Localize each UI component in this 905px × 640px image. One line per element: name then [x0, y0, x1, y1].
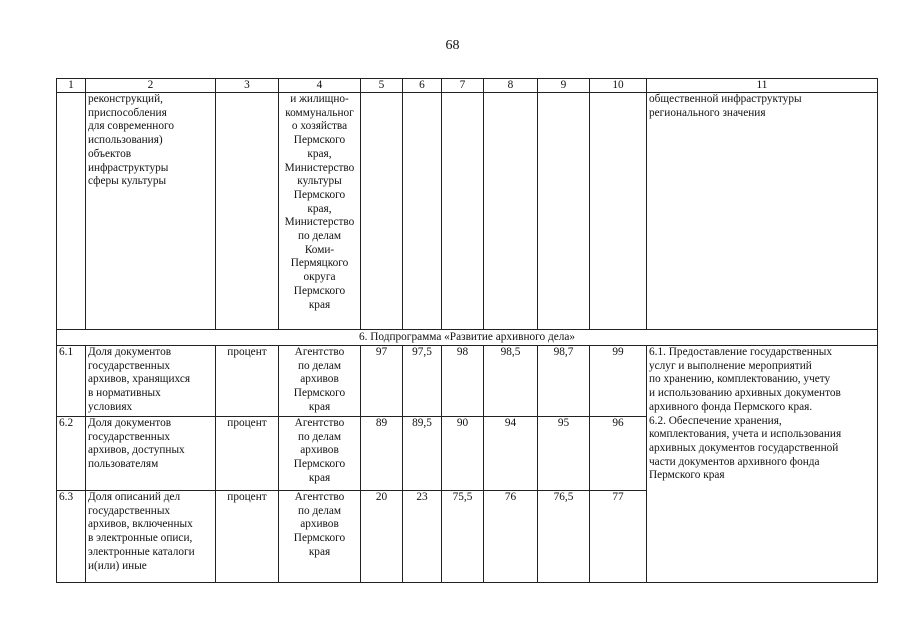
indicator-table — [56, 78, 878, 583]
value-col-10: 99 — [590, 346, 647, 417]
row-number: 6.3 — [57, 491, 86, 583]
value-col-9: 76,5 — [538, 491, 590, 583]
section-row — [57, 330, 878, 346]
value-col-5: 89 — [361, 417, 403, 491]
header-row — [57, 79, 878, 93]
indicator-name: Доля документов государственных архивов, доступных пользователям — [86, 417, 216, 491]
row-number: 6.1 — [57, 346, 86, 417]
value-col-7: 98 — [442, 346, 484, 417]
value-col-9: 95 — [538, 417, 590, 491]
header-col-1: 1 — [57, 79, 86, 93]
cont-col-11: общественной инфраструктуры регионального значения — [647, 93, 878, 330]
cont-col-2: реконструкций, приспособления для современного использования) объектов инфраструктуры сферы культуры — [86, 93, 216, 330]
cont-col-1 — [57, 93, 86, 330]
indicator-name: Доля описаний дел государственных архивов, включенных в электронные описи, электронные каталоги и(или) иные — [86, 491, 216, 583]
section-title: 6. Подпрограмма «Развитие архивного дела» — [57, 330, 878, 346]
activities-cell: 6.1. Предоставление государственных услуг и выполнение мероприятий по хранению, комплектованию, учету и использованию архивных документов архивного фонда Пермского края. 6.2. Обеспечение хранения, комплектования, учета и использования архивных документов государственной части документов архивного фонда Пермского края — [647, 346, 878, 583]
value-col-5: 97 — [361, 346, 403, 417]
page-number: 68 — [445, 38, 460, 53]
header-col-9: 9 — [538, 79, 590, 93]
value-col-7: 75,5 — [442, 491, 484, 583]
header-col-4: 4 — [279, 79, 361, 93]
value-col-10: 96 — [590, 417, 647, 491]
agency: Агентство по делам архивов Пермского края — [279, 491, 361, 583]
value-col-8: 76 — [484, 491, 538, 583]
value-col-9: 98,7 — [538, 346, 590, 417]
value-col-8: 98,5 — [484, 346, 538, 417]
table-row — [57, 346, 878, 417]
cont-col-3 — [216, 93, 279, 330]
unit: процент — [216, 346, 279, 417]
agency: Агентство по делам архивов Пермского края — [279, 346, 361, 417]
cont-col-7 — [442, 93, 484, 330]
header-col-7: 7 — [442, 79, 484, 93]
value-col-6: 97,5 — [403, 346, 442, 417]
value-col-6: 89,5 — [403, 417, 442, 491]
header-col-10: 10 — [590, 79, 647, 93]
agency: Агентство по делам архивов Пермского края — [279, 417, 361, 491]
cont-col-6 — [403, 93, 442, 330]
indicator-name: Доля документов государственных архивов, хранящихся в нормативных условиях — [86, 346, 216, 417]
unit: процент — [216, 417, 279, 491]
header-col-6: 6 — [403, 79, 442, 93]
header-col-8: 8 — [484, 79, 538, 93]
cont-col-10 — [590, 93, 647, 330]
value-col-6: 23 — [403, 491, 442, 583]
value-col-10: 77 — [590, 491, 647, 583]
header-col-5: 5 — [361, 79, 403, 93]
cont-col-8 — [484, 93, 538, 330]
value-col-7: 90 — [442, 417, 484, 491]
cont-col-9 — [538, 93, 590, 330]
header-col-3: 3 — [216, 79, 279, 93]
unit: процент — [216, 491, 279, 583]
continuation-row — [57, 93, 878, 330]
row-number: 6.2 — [57, 417, 86, 491]
cont-col-4: и жилищно- коммунальног о хозяйства Пермского края, Министерство культуры Пермского края, Министерство по делам Коми- Пермяцкого округа Пермского края — [279, 93, 361, 330]
header-col-2: 2 — [86, 79, 216, 93]
value-col-5: 20 — [361, 491, 403, 583]
header-col-11: 11 — [647, 79, 878, 93]
cont-col-5 — [361, 93, 403, 330]
value-col-8: 94 — [484, 417, 538, 491]
